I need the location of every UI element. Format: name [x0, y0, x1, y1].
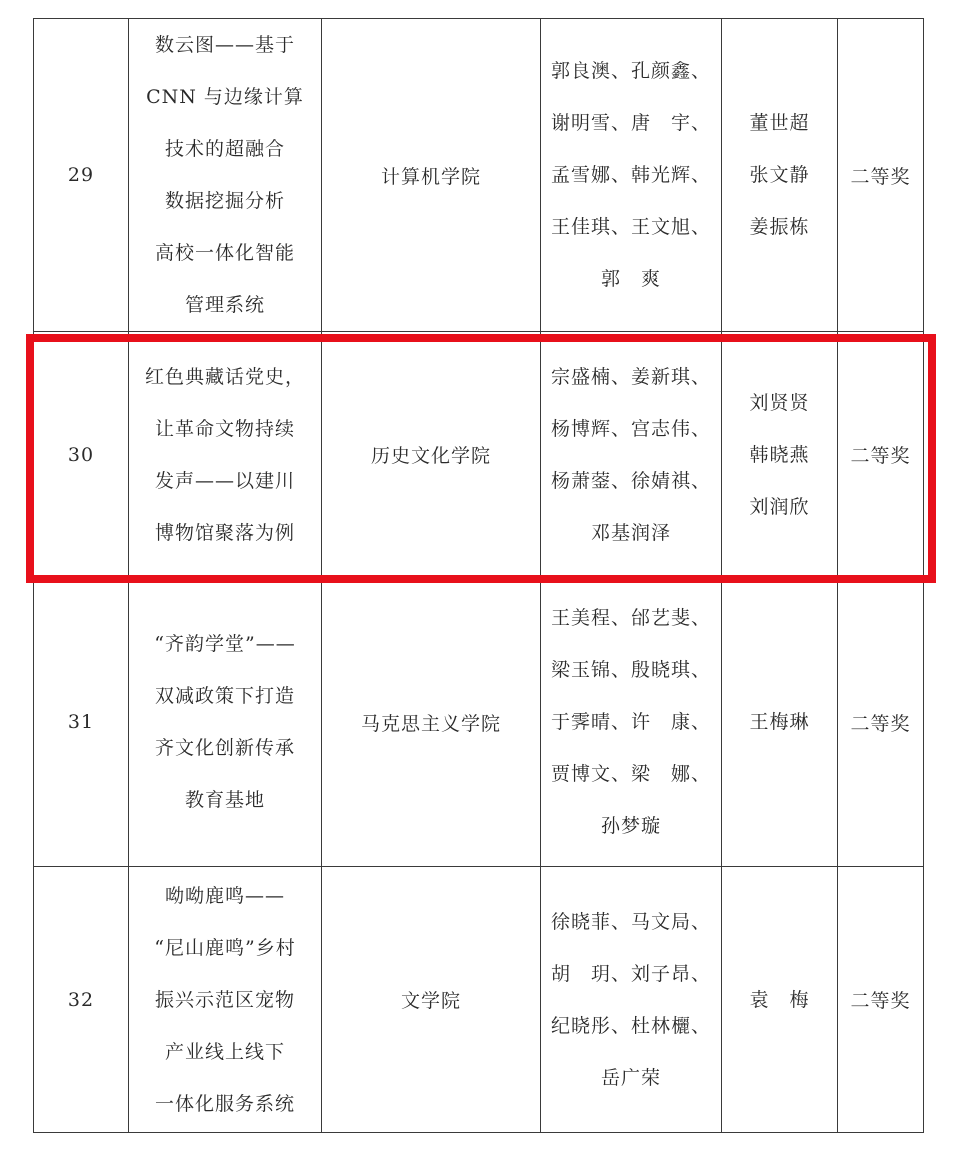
project-name-lines	[129, 870, 321, 1130]
project-name-line: 数云图——基于	[154, 34, 295, 56]
members-line: 于霁晴、许 康、	[550, 711, 711, 733]
row-number-cell	[34, 19, 129, 332]
project-name-lines	[129, 19, 321, 331]
row-number-cell	[34, 332, 129, 578]
college-name: 计算机学院	[380, 165, 481, 188]
college-cell	[322, 332, 541, 578]
members-line: 纪晓彤、杜林欐、	[550, 1014, 711, 1037]
project-name-lines	[129, 351, 321, 559]
members-line: 岳广荣	[600, 1066, 661, 1089]
table-row	[34, 867, 924, 1133]
advisors-lines	[722, 97, 837, 253]
college-name: 马克思主义学院	[360, 712, 501, 735]
table-row	[34, 332, 924, 578]
college-cell	[322, 578, 541, 867]
project-name-line: 齐文化创新传承	[154, 737, 295, 759]
college-cell	[322, 19, 541, 332]
members-line: 杨萧蓥、徐婧祺、	[550, 469, 711, 492]
project-name-line: 数据挖掘分析	[164, 190, 285, 212]
advisors-line: 董世超	[749, 112, 810, 134]
members-line: 孟雪娜、韩光辉、	[550, 164, 711, 186]
members-line: 谢明雪、唐 宇、	[550, 112, 711, 134]
row-number: 32	[67, 988, 95, 1011]
advisors-cell	[722, 867, 838, 1133]
project-name-line: 呦呦鹿鸣——	[164, 884, 285, 907]
members-cell	[541, 578, 722, 867]
row-number: 31	[67, 711, 95, 733]
members-line: 郭 爽	[600, 268, 661, 290]
project-name-line: 让革命文物持续	[154, 417, 295, 440]
project-name-line: 管理系统	[184, 294, 265, 316]
award-cell	[838, 332, 924, 578]
project-name-line: CNN 与边缘计算	[146, 86, 304, 108]
project-name-line: 双减政策下打造	[154, 685, 295, 707]
members-line: 宗盛楠、姜新琪、	[550, 365, 711, 388]
members-line: 王佳琪、王文旭、	[550, 216, 711, 238]
project-name-line: 一体化服务系统	[154, 1092, 295, 1115]
table-body	[34, 19, 924, 1133]
project-name-line: 红色典藏话党史，	[144, 365, 305, 388]
members-line: 王美程、邰艺斐、	[550, 607, 711, 629]
award-level: 二等奖	[850, 165, 911, 188]
row-number: 29	[67, 164, 95, 186]
members-cell	[541, 332, 722, 578]
advisors-cell	[722, 332, 838, 578]
advisors-line: 刘润欣	[749, 495, 810, 518]
members-line: 梁玉锦、殷晓琪、	[550, 659, 711, 681]
members-lines	[541, 351, 721, 559]
award-level: 二等奖	[850, 712, 911, 735]
members-lines	[541, 45, 721, 305]
advisors-lines	[722, 974, 837, 1026]
advisors-line: 刘贤贤	[749, 391, 810, 414]
members-cell	[541, 19, 722, 332]
advisors-line: 袁 梅	[749, 988, 810, 1011]
members-lines	[541, 896, 721, 1104]
table-row	[34, 578, 924, 867]
award-table	[33, 18, 924, 1133]
members-lines	[541, 592, 721, 852]
row-number-cell	[34, 867, 129, 1133]
members-line: 郭良澳、孔颜鑫、	[550, 60, 711, 82]
award-level: 二等奖	[850, 990, 911, 1012]
project-name-cell	[129, 578, 322, 867]
project-name-cell	[129, 867, 322, 1133]
members-line: 徐晓菲、马文局、	[550, 910, 711, 933]
advisors-line: 姜振栋	[749, 216, 810, 238]
advisors-cell	[722, 578, 838, 867]
members-line: 杨博辉、宫志伟、	[550, 417, 711, 440]
advisors-line: 张文静	[749, 164, 810, 186]
project-name-line: 教育基地	[184, 789, 265, 811]
project-name-line: “齐韵学堂”——	[154, 633, 296, 655]
members-line: 邓基润泽	[590, 521, 671, 544]
college-name: 文学院	[400, 990, 461, 1012]
project-name-cell	[129, 332, 322, 578]
table-row	[34, 19, 924, 332]
project-name-line: 技术的超融合	[164, 138, 285, 160]
advisors-line: 王梅琳	[749, 711, 810, 733]
row-number: 30	[67, 443, 95, 466]
project-name-lines	[129, 618, 321, 826]
project-name-line: “尼山鹿鸣”乡村	[154, 936, 296, 959]
members-cell	[541, 867, 722, 1133]
advisors-cell	[722, 19, 838, 332]
row-number-cell	[34, 578, 129, 867]
advisors-lines	[722, 696, 837, 748]
project-name-line: 振兴示范区宠物	[154, 988, 295, 1011]
college-name: 历史文化学院	[370, 445, 491, 467]
advisors-lines	[722, 377, 837, 533]
project-name-line: 高校一体化智能	[154, 242, 295, 264]
award-cell	[838, 867, 924, 1133]
award-level: 二等奖	[850, 445, 911, 467]
award-cell	[838, 578, 924, 867]
project-name-cell	[129, 19, 322, 332]
project-name-line: 产业线上线下	[164, 1040, 285, 1063]
project-name-line: 发声——以建川	[154, 469, 295, 492]
advisors-line: 韩晓燕	[749, 443, 810, 466]
college-cell	[322, 867, 541, 1133]
project-name-line: 博物馆聚落为例	[154, 521, 295, 544]
members-line: 贾博文、梁 娜、	[550, 763, 711, 785]
members-line: 胡 玥、刘子昂、	[550, 962, 711, 985]
award-cell	[838, 19, 924, 332]
members-line: 孙梦璇	[600, 815, 661, 837]
